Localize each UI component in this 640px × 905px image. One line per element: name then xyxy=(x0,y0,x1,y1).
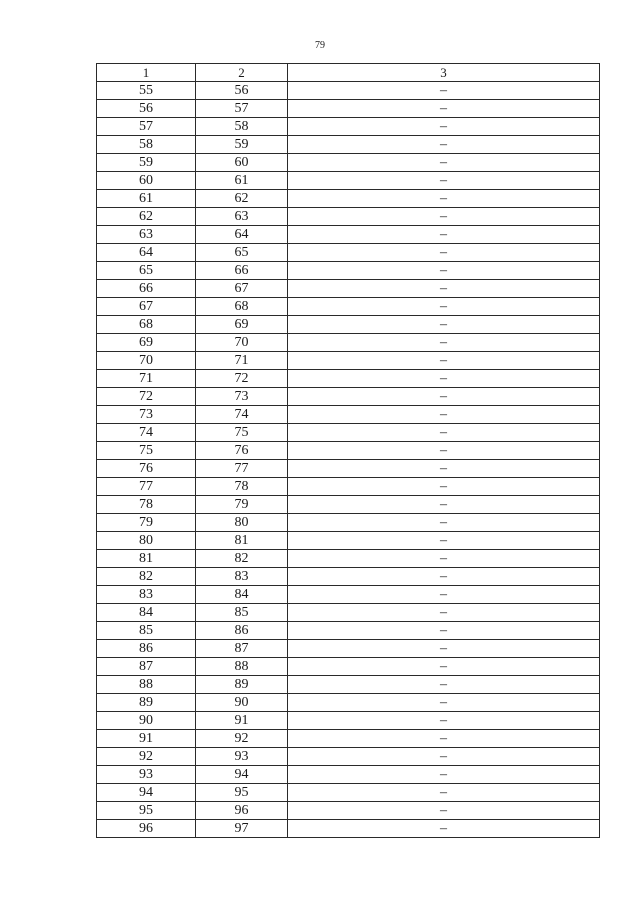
table-header xyxy=(97,64,600,82)
table-cell-col-1: 60 xyxy=(97,172,196,190)
table-cell-col-3: – xyxy=(288,586,600,604)
table-row xyxy=(97,280,600,298)
table-row xyxy=(97,802,600,820)
table-row xyxy=(97,820,600,838)
table-cell-col-1: 64 xyxy=(97,244,196,262)
table-cell-col-3: – xyxy=(288,802,600,820)
table-cell-col-1: 96 xyxy=(97,820,196,838)
table-cell-col-3: – xyxy=(288,298,600,316)
table-cell-col-1: 67 xyxy=(97,298,196,316)
table-cell-col-2: 61 xyxy=(196,172,288,190)
column-header-3: 3 xyxy=(288,64,600,82)
table-cell-col-1: 75 xyxy=(97,442,196,460)
table-cell-col-1: 56 xyxy=(97,100,196,118)
table-row xyxy=(97,658,600,676)
table-cell-col-1: 94 xyxy=(97,784,196,802)
table-row xyxy=(97,730,600,748)
table-cell-col-3: – xyxy=(288,100,600,118)
table-cell-col-3: – xyxy=(288,136,600,154)
table-cell-col-3: – xyxy=(288,352,600,370)
table-header-row xyxy=(97,64,600,82)
table-cell-col-2: 64 xyxy=(196,226,288,244)
table-cell-col-3: – xyxy=(288,388,600,406)
table-cell-col-3: – xyxy=(288,784,600,802)
data-table xyxy=(96,63,600,838)
table-cell-col-2: 82 xyxy=(196,550,288,568)
table-row xyxy=(97,442,600,460)
table-row xyxy=(97,100,600,118)
table-cell-col-1: 73 xyxy=(97,406,196,424)
table-row xyxy=(97,388,600,406)
table-cell-col-3: – xyxy=(288,154,600,172)
table-row xyxy=(97,136,600,154)
table-cell-col-1: 91 xyxy=(97,730,196,748)
table-cell-col-3: – xyxy=(288,676,600,694)
table-cell-col-1: 85 xyxy=(97,622,196,640)
table-cell-col-3: – xyxy=(288,172,600,190)
column-header-2: 2 xyxy=(196,64,288,82)
table-row xyxy=(97,226,600,244)
table-cell-col-2: 67 xyxy=(196,280,288,298)
table-row xyxy=(97,550,600,568)
table-cell-col-3: – xyxy=(288,370,600,388)
table-cell-col-1: 90 xyxy=(97,712,196,730)
table-cell-col-2: 78 xyxy=(196,478,288,496)
table-cell-col-1: 87 xyxy=(97,658,196,676)
table-cell-col-3: – xyxy=(288,496,600,514)
table-cell-col-2: 95 xyxy=(196,784,288,802)
table-cell-col-2: 94 xyxy=(196,766,288,784)
table-row xyxy=(97,208,600,226)
table-cell-col-3: – xyxy=(288,262,600,280)
table-cell-col-1: 70 xyxy=(97,352,196,370)
table-cell-col-3: – xyxy=(288,550,600,568)
table-cell-col-1: 77 xyxy=(97,478,196,496)
table-cell-col-2: 68 xyxy=(196,298,288,316)
table-cell-col-2: 69 xyxy=(196,316,288,334)
table-row xyxy=(97,712,600,730)
table-cell-col-1: 81 xyxy=(97,550,196,568)
table-cell-col-2: 57 xyxy=(196,100,288,118)
table-cell-col-2: 80 xyxy=(196,514,288,532)
table-cell-col-2: 88 xyxy=(196,658,288,676)
table-cell-col-2: 66 xyxy=(196,262,288,280)
table-row xyxy=(97,298,600,316)
table-cell-col-3: – xyxy=(288,460,600,478)
table-cell-col-2: 85 xyxy=(196,604,288,622)
table-row xyxy=(97,244,600,262)
table-cell-col-3: – xyxy=(288,820,600,838)
table-row xyxy=(97,586,600,604)
table-cell-col-3: – xyxy=(288,118,600,136)
table-row xyxy=(97,424,600,442)
table-row xyxy=(97,406,600,424)
table-cell-col-1: 69 xyxy=(97,334,196,352)
table-cell-col-3: – xyxy=(288,730,600,748)
table-cell-col-1: 72 xyxy=(97,388,196,406)
table-cell-col-3: – xyxy=(288,82,600,100)
table-cell-col-3: – xyxy=(288,568,600,586)
table-row xyxy=(97,640,600,658)
table-cell-col-3: – xyxy=(288,532,600,550)
table-row xyxy=(97,352,600,370)
table-cell-col-1: 66 xyxy=(97,280,196,298)
table-row xyxy=(97,604,600,622)
table-row xyxy=(97,532,600,550)
table-cell-col-2: 70 xyxy=(196,334,288,352)
table-cell-col-2: 79 xyxy=(196,496,288,514)
table-cell-col-1: 78 xyxy=(97,496,196,514)
table-cell-col-3: – xyxy=(288,514,600,532)
table-row xyxy=(97,334,600,352)
table-cell-col-3: – xyxy=(288,694,600,712)
table-cell-col-2: 86 xyxy=(196,622,288,640)
table-cell-col-3: – xyxy=(288,226,600,244)
table-cell-col-2: 62 xyxy=(196,190,288,208)
table-row xyxy=(97,370,600,388)
table-cell-col-1: 58 xyxy=(97,136,196,154)
table-cell-col-1: 95 xyxy=(97,802,196,820)
table-cell-col-2: 72 xyxy=(196,370,288,388)
table-cell-col-2: 56 xyxy=(196,82,288,100)
table-row xyxy=(97,316,600,334)
table-cell-col-3: – xyxy=(288,478,600,496)
page-number: 79 xyxy=(315,40,325,51)
table-cell-col-3: – xyxy=(288,316,600,334)
table-cell-col-2: 76 xyxy=(196,442,288,460)
table-cell-col-3: – xyxy=(288,622,600,640)
table-cell-col-3: – xyxy=(288,244,600,262)
table-cell-col-3: – xyxy=(288,658,600,676)
table-row xyxy=(97,82,600,100)
table-cell-col-2: 90 xyxy=(196,694,288,712)
table-cell-col-1: 93 xyxy=(97,766,196,784)
table-row xyxy=(97,190,600,208)
table-row xyxy=(97,748,600,766)
table-row xyxy=(97,262,600,280)
table-cell-col-1: 68 xyxy=(97,316,196,334)
table-cell-col-2: 65 xyxy=(196,244,288,262)
table-cell-col-3: – xyxy=(288,190,600,208)
table-row xyxy=(97,676,600,694)
table-row xyxy=(97,568,600,586)
table-row xyxy=(97,478,600,496)
table-row xyxy=(97,622,600,640)
table-row xyxy=(97,118,600,136)
table-cell-col-1: 57 xyxy=(97,118,196,136)
table-row xyxy=(97,784,600,802)
table-cell-col-2: 74 xyxy=(196,406,288,424)
table-cell-col-1: 59 xyxy=(97,154,196,172)
table-cell-col-1: 74 xyxy=(97,424,196,442)
table-cell-col-3: – xyxy=(288,208,600,226)
table-cell-col-1: 92 xyxy=(97,748,196,766)
table-cell-col-1: 61 xyxy=(97,190,196,208)
table-cell-col-2: 81 xyxy=(196,532,288,550)
table-cell-col-1: 89 xyxy=(97,694,196,712)
table-row xyxy=(97,766,600,784)
table-cell-col-2: 75 xyxy=(196,424,288,442)
table-cell-col-2: 63 xyxy=(196,208,288,226)
table-cell-col-2: 96 xyxy=(196,802,288,820)
table-cell-col-3: – xyxy=(288,748,600,766)
table-cell-col-1: 65 xyxy=(97,262,196,280)
table-row xyxy=(97,154,600,172)
table-row xyxy=(97,460,600,478)
table-cell-col-2: 87 xyxy=(196,640,288,658)
table-cell-col-1: 63 xyxy=(97,226,196,244)
table-cell-col-3: – xyxy=(288,334,600,352)
table-cell-col-2: 89 xyxy=(196,676,288,694)
table-cell-col-3: – xyxy=(288,280,600,298)
table-cell-col-2: 77 xyxy=(196,460,288,478)
table-cell-col-2: 58 xyxy=(196,118,288,136)
table-cell-col-2: 97 xyxy=(196,820,288,838)
table-cell-col-1: 55 xyxy=(97,82,196,100)
table-cell-col-1: 80 xyxy=(97,532,196,550)
table-cell-col-1: 86 xyxy=(97,640,196,658)
table-cell-col-3: – xyxy=(288,442,600,460)
table-row xyxy=(97,514,600,532)
table-cell-col-1: 76 xyxy=(97,460,196,478)
table-cell-col-1: 88 xyxy=(97,676,196,694)
table-cell-col-3: – xyxy=(288,766,600,784)
table-cell-col-2: 91 xyxy=(196,712,288,730)
table-cell-col-3: – xyxy=(288,640,600,658)
table-cell-col-2: 92 xyxy=(196,730,288,748)
table-row xyxy=(97,694,600,712)
table-cell-col-2: 83 xyxy=(196,568,288,586)
table-cell-col-1: 82 xyxy=(97,568,196,586)
column-header-1: 1 xyxy=(97,64,196,82)
table-body xyxy=(97,82,600,838)
table-cell-col-1: 84 xyxy=(97,604,196,622)
table-cell-col-3: – xyxy=(288,712,600,730)
table-cell-col-1: 83 xyxy=(97,586,196,604)
table-cell-col-1: 62 xyxy=(97,208,196,226)
table-cell-col-1: 79 xyxy=(97,514,196,532)
table-cell-col-2: 60 xyxy=(196,154,288,172)
table-cell-col-3: – xyxy=(288,424,600,442)
table-cell-col-2: 73 xyxy=(196,388,288,406)
table-row xyxy=(97,496,600,514)
table-cell-col-3: – xyxy=(288,406,600,424)
table-cell-col-2: 84 xyxy=(196,586,288,604)
table-cell-col-3: – xyxy=(288,604,600,622)
table-row xyxy=(97,172,600,190)
table-cell-col-2: 59 xyxy=(196,136,288,154)
table-cell-col-2: 71 xyxy=(196,352,288,370)
table-cell-col-1: 71 xyxy=(97,370,196,388)
table-cell-col-2: 93 xyxy=(196,748,288,766)
